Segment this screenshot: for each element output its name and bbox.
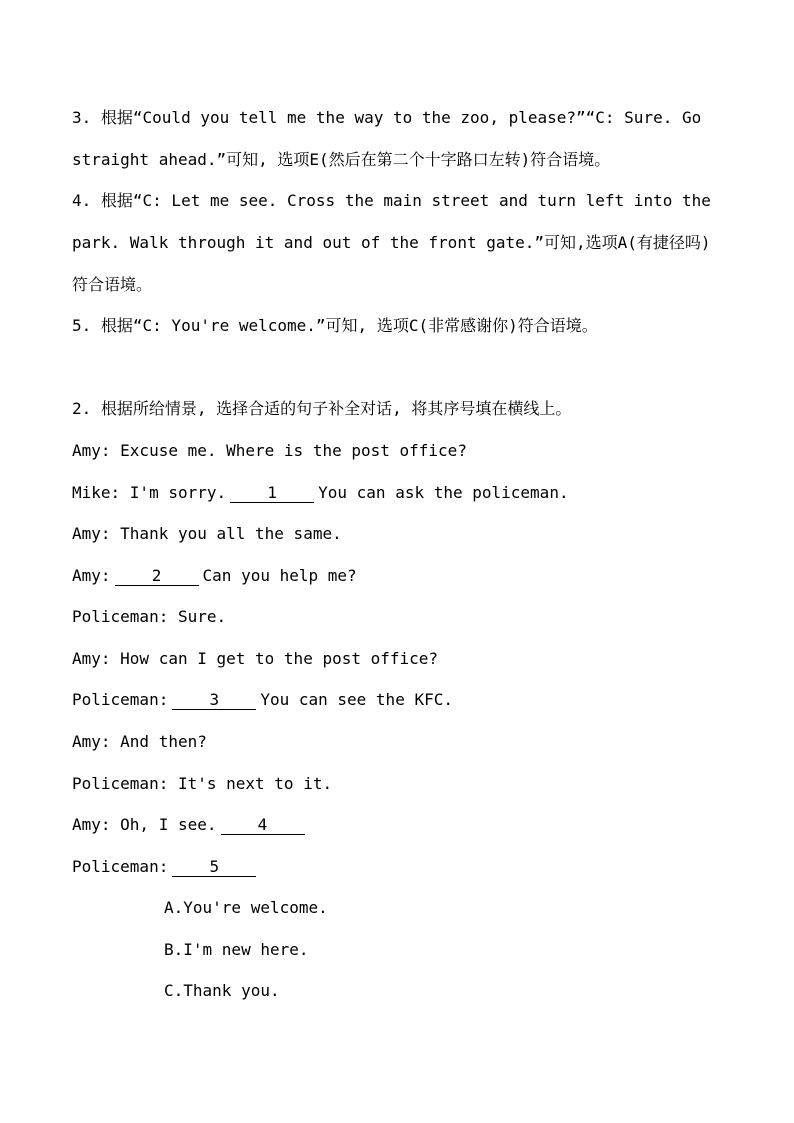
answer-blank[interactable]: 4 (221, 816, 305, 835)
dialogue-text: Policeman: (72, 690, 169, 709)
dialogue-line (72, 524, 734, 544)
explanation-text: 符合语境。 (72, 275, 153, 294)
dialogue-line (72, 690, 734, 710)
option-item (164, 898, 734, 918)
question-instruction (72, 399, 734, 419)
dialogue-text: Policeman: It's next to it. (72, 774, 333, 793)
dialogue-text: Amy: And then? (72, 732, 207, 751)
dialogue-line (72, 649, 734, 669)
option-text: C.Thank you. (164, 981, 280, 1000)
dialogue-text: Amy: How can I get to the post office? (72, 649, 439, 668)
explanation-text: 5. 根据“C: You're welcome.”可知, 选项C(非常感谢你)符合语境。 (72, 316, 598, 335)
dialogue-line (72, 732, 734, 752)
explanation-line (72, 191, 734, 211)
option-text: A.You're welcome. (164, 898, 328, 917)
explanation-line (72, 316, 734, 336)
dialogue-text: You can ask the policeman. (318, 483, 569, 502)
option-text: B.I'm new here. (164, 940, 309, 959)
dialogue-text: Amy: Oh, I see. (72, 815, 217, 834)
explanation-text: 3. 根据“Could you tell me the way to the zoo, please?”“C: Sure. Go (72, 108, 702, 127)
dialogue-text: Policeman: Sure. (72, 607, 227, 626)
option-item (164, 940, 734, 960)
answer-blank[interactable]: 1 (230, 484, 314, 503)
dialogue-line (72, 774, 734, 794)
explanation-line (72, 150, 734, 170)
explanation-text: park. Walk through it and out of the front gate.”可知,选项A(有捷径吗) (72, 233, 711, 252)
dialogue-text: Amy: Thank you all the same. (72, 524, 342, 543)
dialogue-line (72, 483, 734, 503)
instruction-text: 2. 根据所给情景, 选择合适的句子补全对话, 将其序号填在横线上。 (72, 399, 572, 418)
explanation-text: 4. 根据“C: Let me see. Cross the main street and turn left into the (72, 191, 711, 210)
dialogue-line (72, 607, 734, 627)
dialogue-line (72, 441, 734, 461)
dialogue-text: Mike: I'm sorry. (72, 483, 227, 502)
answer-blank[interactable]: 5 (172, 858, 256, 877)
explanation-line (72, 233, 734, 253)
dialogue-text: Policeman: (72, 857, 169, 876)
answer-blank[interactable]: 3 (172, 691, 256, 710)
answer-blank[interactable]: 2 (115, 567, 199, 586)
dialogue-text: Amy: (72, 566, 111, 585)
explanation-line (72, 275, 734, 295)
dialogue-text: Amy: Excuse me. Where is the post office? (72, 441, 467, 460)
option-item (164, 981, 734, 1001)
explanation-text: straight ahead.”可知, 选项E(然后在第二个十字路口左转)符合语境。 (72, 150, 611, 169)
dialogue-line (72, 857, 734, 877)
dialogue-text: You can see the KFC. (260, 690, 453, 709)
dialogue-line (72, 566, 734, 586)
dialogue-text: Can you help me? (202, 566, 357, 585)
explanation-line (72, 108, 734, 128)
dialogue-line (72, 815, 734, 835)
